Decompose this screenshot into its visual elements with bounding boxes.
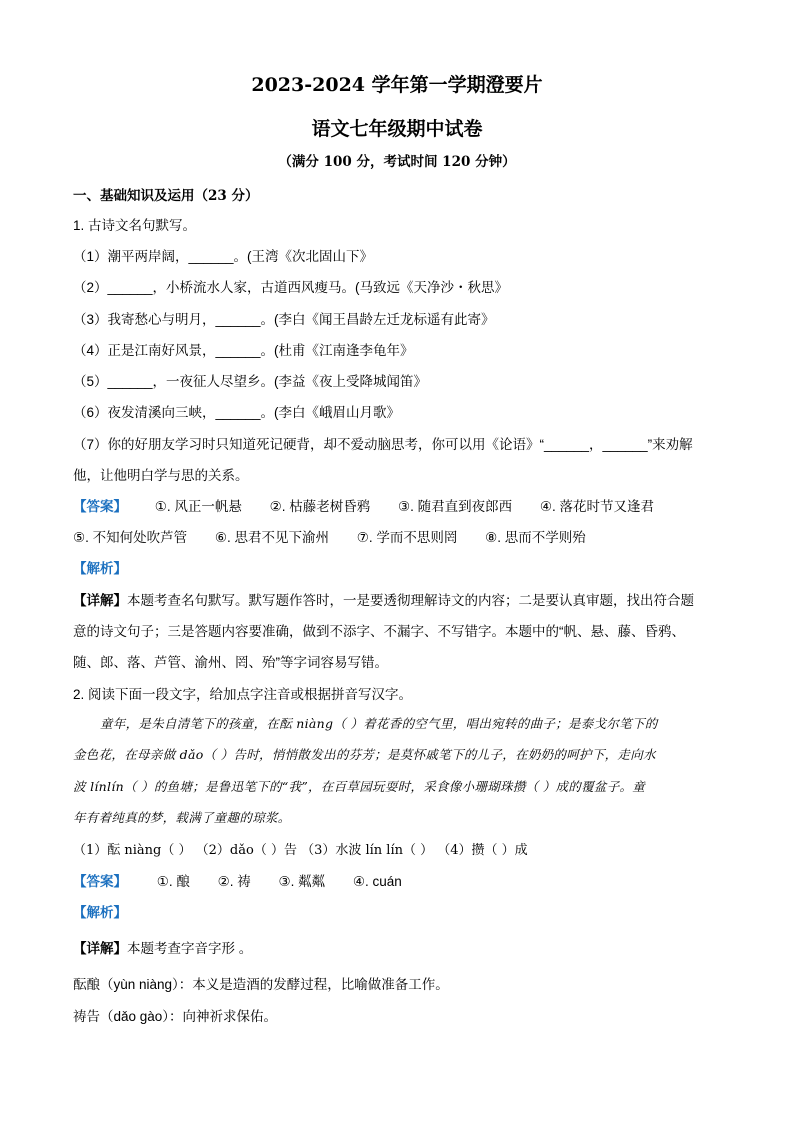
q1-item-1: （1）潮平两岸阔，______。(王湾《次北固山下》: [73, 249, 374, 264]
q1-answer-5: ⑤. 不知何处吹芦管: [73, 530, 188, 545]
q1-answer-3: ③. 随君直到夜郎西: [398, 499, 513, 514]
answer-tag: 【答案】: [73, 499, 127, 514]
q2-answer-1: ①. 酿: [156, 874, 190, 889]
q2-blanks: （1）酝 niàng（ ） （2）dǎo（ ）告 （3）水波 lín lín（ ） （4）攒（ ）成: [73, 843, 528, 858]
q1-detail-text1: 本题考查名句默写。默写题作答时，一是要透彻理解诗文的内容；二是要认真审题，找出符合题: [127, 593, 694, 608]
q1-answer-row1: [73, 495, 654, 515]
detail-tag: 【详解】: [73, 593, 127, 608]
q1-item-2: （2）______，小桥流水人家，古道西风瘦马。(马致远《天净沙・秋思》: [73, 280, 509, 295]
q1-detail-line3: 随、郎、落、芦管、渝州、罔、殆”等字词容易写错。: [73, 655, 388, 670]
q2-analysis-tag: 【解析】: [73, 905, 127, 920]
q2-detail-text: 本题考查字音字形 。: [127, 941, 253, 956]
q1-answer-4: ④. 落花时节又逢君: [539, 499, 654, 514]
q1-answer-row2: [73, 526, 586, 546]
q1-detail-line2: 意的诗文句子；三是答题内容要准确，做到不添字、不漏字、不写错字。本题中的“帆、悬、藤、昏鸦、: [73, 624, 685, 639]
q1-item-7-line1: （7）你的好朋友学习时只知道死记硬背，却不爱动脑思考，你可以用《论语》“______，______”来劝解: [73, 437, 693, 452]
q2-note-1: 酝酿（yùn niàng）：本义是造酒的发酵过程，比喻做准备工作。: [73, 977, 449, 992]
exam-title-line1: 2023-2024 学年第一学期澄要片: [251, 74, 543, 96]
q1-answer-6: ⑥. 思君不见下渝州: [214, 530, 329, 545]
q2-passage-line1: 童年，是朱自清笔下的孩童，在酝 niàng（ ）着花香的空气里，唱出宛转的曲子；是泰戈尔笔下的: [100, 716, 658, 731]
q2-answer-3: ③. 粼粼: [278, 874, 326, 889]
q1-analysis-tag: 【解析】: [73, 561, 127, 576]
q1-item-4: （4）正是江南好风景，______。(杜甫《江南逢李龟年》: [73, 343, 414, 358]
q2-passage-line3: 波 línlín（ ）的鱼塘；是鲁迅笔下的“我”，在百草园玩耍时，采食像小珊瑚珠攒（ ）成的覆盆子。童: [73, 779, 646, 794]
q2-answer-2: ②. 祷: [217, 874, 251, 889]
q2-answer-4: ④. cuán: [352, 874, 402, 889]
q2-note-2: 祷告（dǎo gào）：向神祈求保佑。: [73, 1009, 278, 1024]
q1-answer-1: ①. 风正一帆悬: [154, 499, 242, 514]
q2-stem: 2. 阅读下面一段文字，给加点字注音或根据拼音写汉字。: [73, 687, 413, 702]
q1-item-3: （3）我寄愁心与明月，______。(李白《闻王昌龄左迁龙标遥有此寄》: [73, 312, 495, 327]
q1-answer-8: ⑧. 思而不学则殆: [485, 530, 586, 545]
q2-passage-line2: 金色花，在母亲做 dǎo（ ）告时，悄悄散发出的芬芳；是莫怀戚笔下的儿子，在奶奶的呵护下，走向水: [73, 747, 656, 762]
q1-detail-line1: [73, 589, 694, 609]
exam-subtitle: （满分 100 分，考试时间 120 分钟）: [278, 154, 516, 170]
section-heading: 一、基础知识及运用（23 分）: [73, 188, 259, 204]
q1-answer-2: ②. 枯藤老树昏鸦: [269, 499, 371, 514]
q1-stem: 1. 古诗文名句默写。: [73, 218, 197, 233]
q2-detail-line: [73, 937, 252, 957]
q1-item-6: （6）夜发清溪向三峡，______。(李白《峨眉山月歌》: [73, 405, 401, 420]
q2-answer-tag: 【答案】: [73, 874, 127, 889]
exam-title-line2: 语文七年级期中试卷: [311, 118, 483, 140]
q2-passage-line4: 年有着纯真的梦，载满了童趣的琼浆。: [73, 810, 291, 825]
q2-detail-tag: 【详解】: [73, 941, 127, 956]
q1-answer-7: ⑦. 学而不思则罔: [356, 530, 458, 545]
q2-answer-row: [73, 870, 426, 890]
q1-item-7-line2: 他，让他明白学与思的关系。: [73, 468, 249, 483]
q1-item-5: （5）______，一夜征人尽望乡。(李益《夜上受降城闻笛》: [73, 374, 428, 389]
